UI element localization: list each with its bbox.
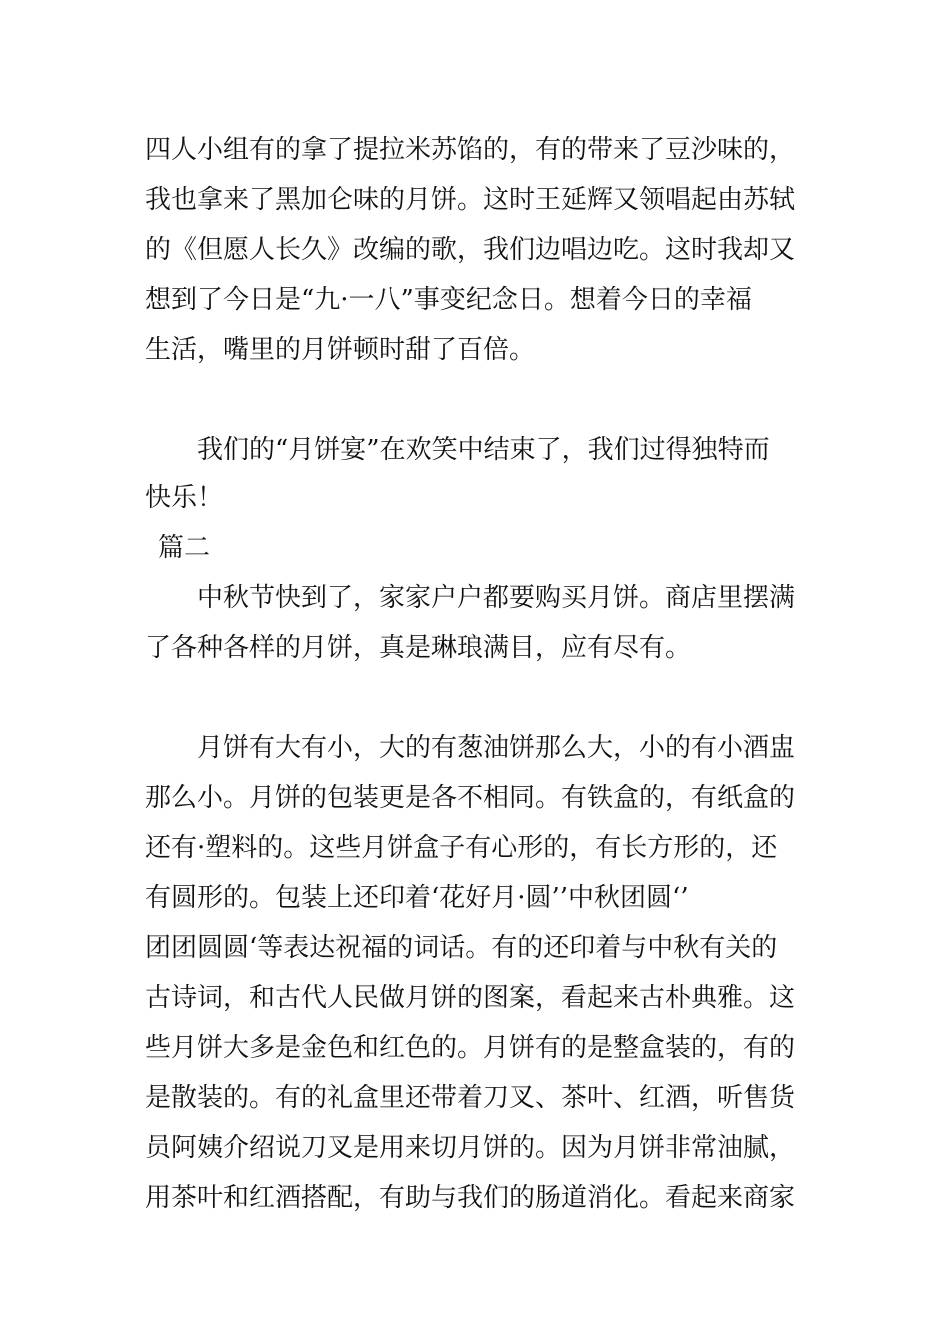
text-line-3: 的《但愿人长久》改编的歌，我们边唱边吃。这时我却又 xyxy=(145,235,796,265)
text-line-16: 古诗词，和古代人民做月饼的图案，看起来古朴典雅。这 xyxy=(145,983,796,1013)
text-line-9: 中秋节快到了，家家户户都要购买月饼。商店里摆满 xyxy=(197,583,796,613)
text-line-13: 还有·塑料的。这些月饼盒子有心形的，有长方形的，还 xyxy=(145,833,778,863)
text-line-19: 员阿姨介绍说刀叉是用来切月饼的。因为月饼非常油腻， xyxy=(145,1133,796,1163)
text-line-15: 团团圆圆‘等表达祝福的词话。有的还印着与中秋有关的 xyxy=(145,933,778,963)
text-line-1: 四人小组有的拿了提拉米苏馅的，有的带来了豆沙味的， xyxy=(145,135,796,165)
text-line-17: 些月饼大多是金色和红色的。月饼有的是整盒装的，有的 xyxy=(145,1033,796,1063)
text-line-2: 我也拿来了黑加仑味的月饼。这时王延辉又领唱起由苏轼 xyxy=(145,185,796,215)
text-line-12: 那么小。月饼的包装更是各不相同。有铁盒的，有纸盒的 xyxy=(145,783,796,813)
text-line-20: 用茶叶和红酒搭配，有助与我们的肠道消化。看起来商家 xyxy=(145,1183,796,1213)
text-line-18: 是散装的。有的礼盒里还带着刀叉、茶叶、红酒，听售货 xyxy=(145,1083,796,1113)
text-line-6: 我们的“月饼宴”在欢笑中结束了，我们过得独特而 xyxy=(197,435,770,465)
text-line-14: 有圆形的。包装上还印着‘花好月·圆’’中秋团圆‘’ xyxy=(145,883,689,913)
text-line-5: 生活，嘴里的月饼顿时甜了百倍。 xyxy=(145,335,536,365)
text-line-11: 月饼有大有小，大的有葱油饼那么大，小的有小酒盅 xyxy=(197,733,796,763)
text-line-4: 想到了今日是“九·一八”事变纪念日。想着今日的幸福 xyxy=(145,285,752,315)
text-line-7: 快乐！ xyxy=(145,483,224,513)
text-line-10: 了各种各样的月饼，真是琳琅满目，应有尽有。 xyxy=(145,633,692,663)
section-heading: 篇二 xyxy=(158,533,211,563)
